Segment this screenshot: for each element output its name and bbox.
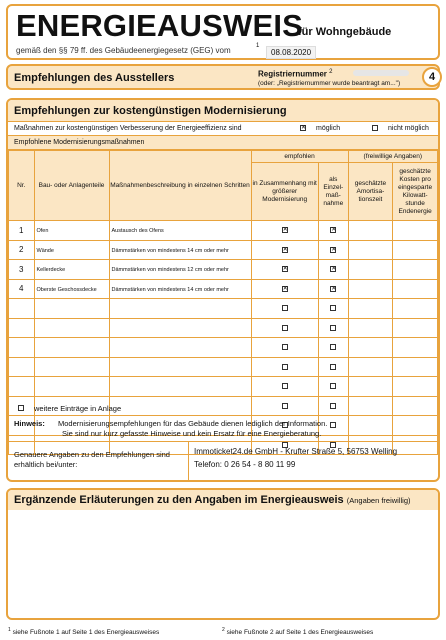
table-row — [9, 357, 438, 377]
row-single-cell — [318, 299, 348, 319]
col-nr: Nr. — [9, 151, 35, 221]
row-single-cell — [318, 357, 348, 377]
registration-footnote: 2 — [329, 69, 333, 75]
col-recommended: empfohlen — [251, 151, 348, 163]
with-major-modernization-checkbox[interactable] — [282, 266, 288, 272]
with-major-modernization-checkbox[interactable] — [282, 325, 288, 331]
hint-label: Hinweis: — [14, 419, 45, 428]
table-row — [9, 318, 438, 338]
col-description: Maßnahmenbeschreibung in einzelnen Schritten — [109, 151, 251, 221]
table-row — [9, 260, 438, 280]
single-measure-checkbox[interactable] — [330, 325, 336, 331]
row-amortization[interactable] — [348, 377, 393, 397]
registration-label — [258, 69, 333, 79]
col-with-major-modernization: in Zusammenhang mit größerer Modernisierung — [251, 163, 318, 221]
row-single-cell — [318, 279, 348, 299]
single-measure-checkbox[interactable] — [330, 383, 336, 389]
issuer-recommendations-bar — [6, 64, 440, 90]
row-with-major-cell — [251, 318, 318, 338]
row-single-cell — [318, 377, 348, 397]
table-row — [9, 338, 438, 358]
registration-note: (oder: „Registriernummer wurde beantragt am...") — [258, 80, 401, 87]
row-with-major-cell — [251, 240, 318, 260]
registration-label-text: Registriernummer — [258, 69, 327, 79]
row-nr: 1 — [9, 221, 35, 241]
row-with-major-cell — [251, 221, 318, 241]
row-cost-per-kwh[interactable] — [393, 338, 438, 358]
row-description[interactable] — [109, 299, 251, 319]
col-amortization: geschätzte Amortisa-tionszeit — [348, 163, 393, 221]
row-cost-per-kwh[interactable] — [393, 377, 438, 397]
footnote-2-text: siehe Fußnote 2 auf Seite 1 des Energieausweises — [226, 629, 374, 637]
row-amortization[interactable] — [348, 279, 393, 299]
footnote-2-mark: 2 — [222, 627, 225, 633]
row-building-part[interactable] — [34, 357, 109, 377]
col-voluntary: (freiwillige Angaben) — [348, 151, 437, 163]
section-title: Empfehlungen des Ausstellers — [14, 72, 175, 84]
single-measure-checkbox[interactable] — [330, 286, 336, 292]
table-row — [9, 240, 438, 260]
with-major-modernization-checkbox[interactable] — [282, 227, 288, 233]
row-nr — [9, 338, 35, 358]
registration-number-redacted — [353, 70, 409, 76]
single-measure-checkbox[interactable] — [330, 247, 336, 253]
single-measure-checkbox[interactable] — [330, 344, 336, 350]
row-nr: 4 — [9, 279, 35, 299]
with-major-modernization-checkbox[interactable] — [282, 383, 288, 389]
row-nr: 3 — [9, 260, 35, 280]
row-description[interactable] — [109, 377, 251, 397]
row-amortization[interactable] — [348, 357, 393, 377]
contact-company: Immoticket24.de GmbH - Krufter Straße 5, 56753 Welling — [194, 447, 398, 456]
single-measure-checkbox[interactable] — [330, 364, 336, 370]
row-nr — [9, 357, 35, 377]
row-description[interactable]: Austausch des Ofens — [109, 221, 251, 241]
row-building-part[interactable]: Ofen — [34, 221, 109, 241]
row-building-part[interactable] — [34, 338, 109, 358]
footnote-marker: 1 — [256, 43, 260, 49]
table-row — [9, 377, 438, 397]
row-with-major-cell — [251, 299, 318, 319]
row-nr — [9, 299, 35, 319]
row-description[interactable] — [109, 318, 251, 338]
row-with-major-cell — [251, 338, 318, 358]
row-cost-per-kwh[interactable] — [393, 260, 438, 280]
row-building-part[interactable] — [34, 299, 109, 319]
row-with-major-cell — [251, 260, 318, 280]
not-possible-checkbox[interactable] — [372, 125, 378, 131]
issue-date-field[interactable]: 08.08.2020 — [266, 46, 316, 59]
section-title — [14, 494, 411, 506]
more-entries-row — [8, 400, 438, 416]
with-major-modernization-checkbox[interactable] — [282, 344, 288, 350]
contact-phone: Telefon: 0 26 54 - 8 80 11 99 — [194, 460, 296, 469]
optional-note: (Angaben freiwillig) — [346, 496, 411, 505]
single-measure-checkbox[interactable] — [330, 227, 336, 233]
table-row — [9, 221, 438, 241]
row-single-cell — [318, 260, 348, 280]
modernization-section — [6, 98, 440, 482]
more-entries-label: weitere Einträge in Anlage — [34, 404, 122, 413]
hint-line-1: Modernisierungsempfehlungen für das Gebäude dienen lediglich der Information. — [58, 419, 328, 428]
row-cost-per-kwh[interactable] — [393, 299, 438, 319]
row-single-cell — [318, 240, 348, 260]
row-cost-per-kwh[interactable] — [393, 240, 438, 260]
row-cost-per-kwh[interactable] — [393, 357, 438, 377]
row-building-part[interactable] — [34, 377, 109, 397]
row-nr — [9, 318, 35, 338]
col-single-measure: als Einzel-maß-nahme — [318, 163, 348, 221]
row-with-major-cell — [251, 279, 318, 299]
single-measure-checkbox[interactable] — [330, 305, 336, 311]
row-with-major-cell — [251, 377, 318, 397]
with-major-modernization-checkbox[interactable] — [282, 305, 288, 311]
row-cost-per-kwh[interactable] — [393, 279, 438, 299]
row-description[interactable]: Dämmstärken von mindestens 14 cm oder mehr — [109, 279, 251, 299]
row-cost-per-kwh[interactable] — [393, 221, 438, 241]
possible-checkbox[interactable] — [300, 125, 306, 131]
measures-text: Maßnahmen zur kostengünstigen Verbesserung der Energieeffizienz sind — [14, 125, 242, 132]
details-box — [8, 442, 438, 480]
row-nr — [9, 377, 35, 397]
table-row — [9, 279, 438, 299]
row-nr: 2 — [9, 240, 35, 260]
col-cost-per-kwh: geschätzte Kosten pro eingesparte Kilowatt-stunde Endenergie — [393, 163, 438, 221]
certificate-subtitle: für Wohngebäude — [298, 26, 392, 38]
measures-row — [8, 122, 438, 136]
hint-box — [8, 416, 438, 442]
more-entries-checkbox[interactable] — [18, 405, 24, 411]
with-major-modernization-checkbox[interactable] — [282, 286, 288, 292]
row-building-part[interactable]: Oberste Geschossdecke — [34, 279, 109, 299]
hint-line-2: Sie sind nur kurz gefasste Hinweise und kein Ersatz für eine Energieberatung. — [62, 429, 322, 438]
page-number-badge: 4 — [422, 67, 442, 87]
row-description[interactable]: Dämmstärken von mindestens 14 cm oder mehr — [109, 240, 251, 260]
table-row — [9, 299, 438, 319]
law-reference: gemäß den §§ 79 ff. des Gebäudeenergiegesetz (GEG) vom — [16, 46, 231, 55]
with-major-modernization-checkbox[interactable] — [282, 364, 288, 370]
footnote-1 — [8, 627, 159, 636]
section-title: Empfehlungen zur kostengünstigen Modernisierung — [14, 105, 287, 117]
row-amortization[interactable] — [348, 260, 393, 280]
single-measure-checkbox[interactable] — [330, 266, 336, 272]
certificate-header — [6, 4, 440, 60]
row-amortization[interactable] — [348, 299, 393, 319]
footnote-2 — [222, 627, 373, 636]
modernization-header — [8, 100, 438, 122]
possible-label: möglich — [316, 125, 341, 132]
details-divider — [188, 442, 189, 480]
row-single-cell — [318, 338, 348, 358]
section-title-text: Ergänzende Erläuterungen zu den Angaben im Energieausweis — [14, 494, 344, 506]
row-amortization[interactable] — [348, 338, 393, 358]
footnote-1-text: siehe Fußnote 1 auf Seite 1 des Energieausweises — [12, 629, 160, 637]
additional-explanations-header — [8, 490, 438, 510]
row-single-cell — [318, 221, 348, 241]
additional-explanations-section — [6, 488, 440, 620]
row-description[interactable] — [109, 357, 251, 377]
recommended-measures-label: Empfohlene Modernisierungsmaßnahmen — [14, 139, 145, 146]
row-amortization[interactable] — [348, 221, 393, 241]
row-amortization[interactable] — [348, 240, 393, 260]
row-building-part[interactable] — [34, 318, 109, 338]
row-amortization[interactable] — [348, 318, 393, 338]
col-building-part: Bau- oder Anlagenteile — [34, 151, 109, 221]
footnote-1-mark: 1 — [8, 627, 11, 633]
row-with-major-cell — [251, 357, 318, 377]
row-description[interactable] — [109, 338, 251, 358]
row-single-cell — [318, 318, 348, 338]
row-cost-per-kwh[interactable] — [393, 318, 438, 338]
details-label: Genauere Angaben zu den Empfehlungen sind erhältlich bei/unter: — [14, 450, 170, 469]
row-building-part[interactable]: Wände — [34, 240, 109, 260]
row-description[interactable]: Dämmstärken von mindestens 12 cm oder mehr — [109, 260, 251, 280]
row-building-part[interactable]: Kellerdecke — [34, 260, 109, 280]
certificate-title: ENERGIEAUSWEIS — [16, 8, 304, 43]
recommended-measures-header — [8, 136, 438, 150]
with-major-modernization-checkbox[interactable] — [282, 247, 288, 253]
not-possible-label: nicht möglich — [388, 125, 429, 132]
